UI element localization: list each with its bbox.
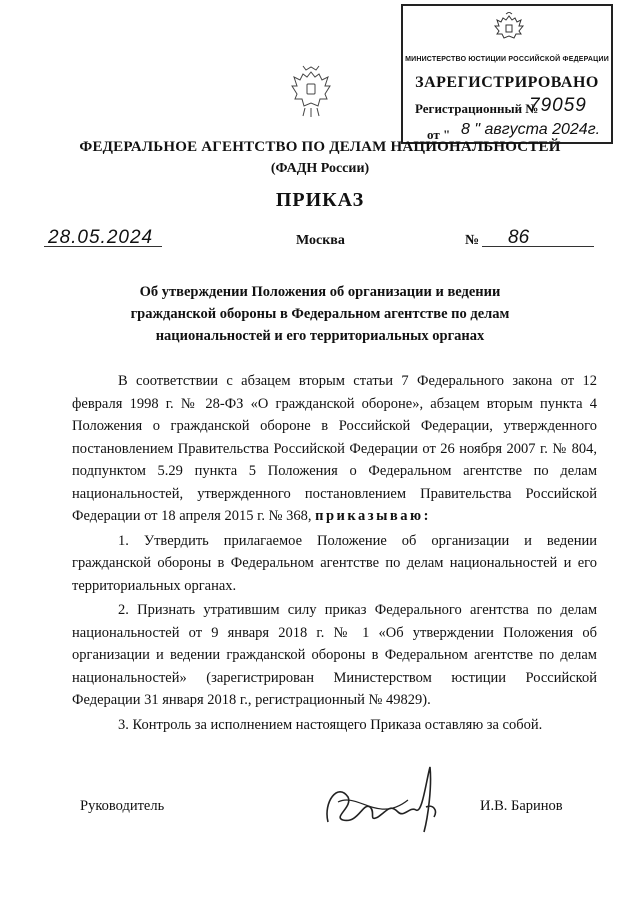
signatory-role: Руководитель [80,798,165,814]
registration-stamp [401,4,613,144]
order-date: 28.05.2024 [48,227,154,248]
handwritten-signature [318,762,448,842]
intro-text: В соответствии с абзацем вторым статьи 7 Федерального закона от 12 февраля 1998 г. № 28-ФЗ «О гражданской обороне», абзацем вторым пункта 4 Положения о гражданской обороне в Российской Федерации, утвержденного постановлением Правительства Российской Федерации от 26 ноября 2007 г. № 804, подпунктом 5.29 пункта 5 Положения о Федеральном агентстве по делам национальностей, утвержденного постановлением Правительства Российской Федерации от 18 апреля 2015 г. № 368, [72,373,597,524]
intro-paragraph [72,370,597,528]
item-1: 1. Утвердить прилагаемое Положение об организации и ведении гражданской обороны в Федеральном агентстве по делам национальностей и его территориальных органах. [72,532,597,594]
number-underline [482,246,594,247]
signatory-name: И.В. Баринов [480,798,563,814]
item-2: 2. Признать утратившим силу приказ Федерального агентства по делам национальностей от 9 января 2018 г. № 1 «Об утверждении Положения об организации и ведении гражданской обороны в Федеральном агентстве по делам национальностей» (зарегистрирован Министерством юстиции Российской Федерации 31 января 2018 г., регистрационный № 49829). [72,602,597,708]
stamp-reg-label: Регистрационный № [415,101,539,116]
order-word: приказываю: [315,508,431,524]
order-subject: Об утверждении Положения об организации и ведении гражданской обороны в Федеральном агентстве по делам национальностей и его территориальных органах [130,284,510,344]
city: Москва [296,233,345,248]
stamp-date-prefix: от " [427,127,451,142]
agency-short-name: (ФАДН России) [270,161,370,176]
number-sign: № [465,233,480,248]
eagle-emblem-icon [491,12,527,46]
order-body [72,370,597,736]
date-underline [44,246,162,247]
item-3: 3. Контроль за исполнением настоящего Приказа оставляю за собой. [118,716,543,733]
stamp-title: ЗАРЕГИСТРИРОВАНО [415,74,599,91]
stamp-date: 8 " августа 2024г. [461,121,601,138]
stamp-ministry: МИНИСТЕРСТВО ЮСТИЦИИ РОССИЙСКОЙ ФЕДЕРАЦИИ [405,56,609,63]
agency-name: ФЕДЕРАЛЬНОЕ АГЕНТСТВО ПО ДЕЛАМ НАЦИОНАЛЬНОСТЕЙ [79,139,561,155]
document-type: ПРИКАЗ [275,189,365,211]
coat-of-arms-icon [289,64,333,120]
order-number: 86 [508,227,530,248]
stamp-reg-number: 79059 [529,95,587,116]
